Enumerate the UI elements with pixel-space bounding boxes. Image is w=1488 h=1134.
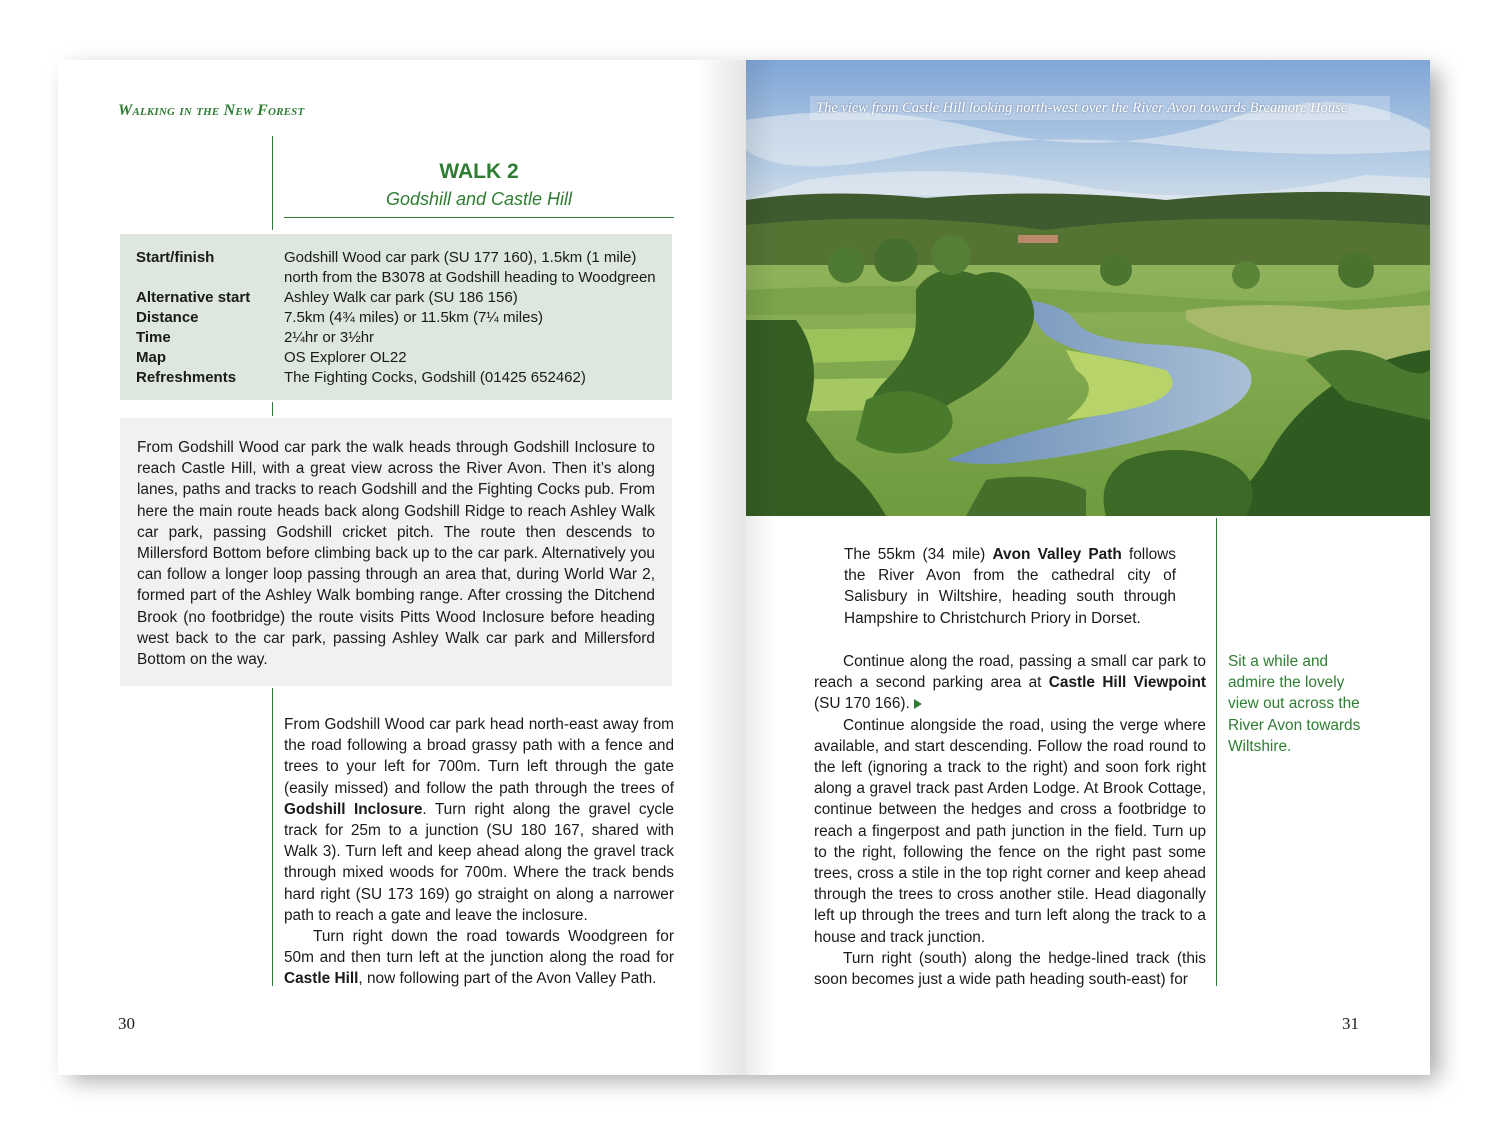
text-run: follows the River Avon from the cathedral city of Salisbury in Wiltshire, heading south through Hampshire to Christchurch Priory in Dorset. <box>844 546 1176 627</box>
page-number-left: 30 <box>118 1014 135 1033</box>
running-head: Walking in the New Forest <box>118 102 305 119</box>
path-name: Avon Valley Path <box>992 546 1122 563</box>
walk-name: Godshill and Castle Hill <box>385 189 573 209</box>
gutter-shade <box>696 60 746 1075</box>
walk-info-box <box>120 234 672 400</box>
photo-caption: The view from Castle Hill looking north-west over the River Avon towards Breamore House <box>810 96 1390 120</box>
text-run: (SU 170 166). <box>814 695 910 713</box>
text-run: The 55km (34 mile) <box>844 546 993 563</box>
info-value: Ashley Walk car park (SU 186 156) <box>284 289 518 306</box>
page-number-right: 31 <box>1342 1014 1359 1033</box>
info-value: 7.5km (4¾ miles) or 11.5km (7¼ miles) <box>284 309 543 326</box>
text-run: Turn right down the road towards Woodgreen for 50m and then turn left at the junction along the road for <box>284 928 674 967</box>
right-page <box>746 60 1430 1075</box>
place-name: Castle Hill Viewpoint <box>1048 674 1206 692</box>
margin-note: Sit a while and admire the lovely view out across the River Avon towards Wiltshire. <box>1228 653 1361 755</box>
info-label: Refreshments <box>136 369 237 386</box>
title-vertical-rule <box>272 136 273 230</box>
text-run: Continue along the road, passing a small car park to reach a second parking area at <box>814 653 1206 692</box>
paragraph: Continue alongside the road, using the verge where available, and start descending. Follow the road round to the left (ignoring a track to the right) and soon fork right along a gravel track past Arden Lodge. At Brook Cottage, continue between the hedges and cross a footbridge to reach a fingerpost and path junction in the field. Turn up to the right, following the fence on the right past some trees, cross a stile in the top right corner and keep ahead through the trees to cross another stile. Head diagonally left up through the trees and turn left along the track to a house and track junction. <box>814 716 1206 946</box>
left-body-text <box>284 714 674 990</box>
triangle-right-icon <box>914 699 922 709</box>
info-label: Start/finish <box>136 249 215 266</box>
info-value: 2¼hr or 3½hr <box>284 329 375 346</box>
text-run: . Turn right along the gravel cycle track for 25m to a junction (SU 180 167, shared with Walk 3). Turn left and keep ahead along the gravel track through mixed woods for 700m. Where the track bends hard right (SU 173 169) go straight on along a narrower path to reach a gate and leave the inclosure. <box>284 800 674 924</box>
intro-box <box>120 418 672 686</box>
info-label: Distance <box>136 309 199 326</box>
title-rule <box>284 217 674 218</box>
info-value: The Fighting Cocks, Godshill (01425 652462) <box>284 369 586 386</box>
text-run: , now following part of the Avon Valley Path. <box>358 970 657 988</box>
info-value: Godshill Wood car park (SU 177 160), 1.5km (1 mile) north from the B3078 at Godshill heading to Woodgreen <box>284 249 656 286</box>
intro-text: From Godshill Wood car park the walk heads through Godshill Inclosure to reach Castle Hill, with a great view across the River Avon. Then it’s along lanes, paths and tracks to reach Godshill and the Fighting Cocks pub. From here the main route heads back along Godshill Ridge to reach Ashley Walk car park, passing Godshill cricket pitch. The route then descends to Millersford Bottom before climbing back up to the car park. Alternatively you can follow a longer loop passing through an area that, during World War 2, formed part of the Ashley Walk bombing range. After crossing the Ditchend Brook (no footbridge) the route visits Pitts Wood Inclosure before heading west back to the car park, passing Ashley Walk car park and Millersford Bottom on the way. <box>137 439 655 669</box>
avon-valley-box <box>844 544 1176 629</box>
info-label: Map <box>136 349 166 366</box>
landscape-photo <box>746 60 1430 516</box>
info-label: Time <box>136 329 171 346</box>
text-run: From Godshill Wood car park head north-east away from the road following a broad grassy path with a fence and trees to your left for 700m. Turn left through the gate (easily missed) and follow the path through the trees of <box>284 716 674 797</box>
paragraph <box>284 714 674 926</box>
gutter-shade <box>746 60 776 1075</box>
info-value: OS Explorer OL22 <box>284 349 407 366</box>
connector-rule <box>272 402 273 416</box>
body-vertical-rule <box>272 688 273 986</box>
paragraph <box>814 651 1206 715</box>
river-valley-image <box>746 60 1430 516</box>
right-body-text <box>814 651 1206 990</box>
paragraph: Turn right (south) along the hedge-lined track (this soon becomes just a wide path heading south-east) for <box>814 949 1206 989</box>
paragraph <box>284 926 674 990</box>
left-page <box>58 60 746 1075</box>
place-name: Godshill Inclosure <box>284 800 423 818</box>
walk-number: WALK 2 <box>439 160 519 183</box>
right-vertical-rule <box>1216 518 1217 986</box>
info-label: Alternative start <box>136 289 251 306</box>
place-name: Castle Hill <box>284 970 359 988</box>
